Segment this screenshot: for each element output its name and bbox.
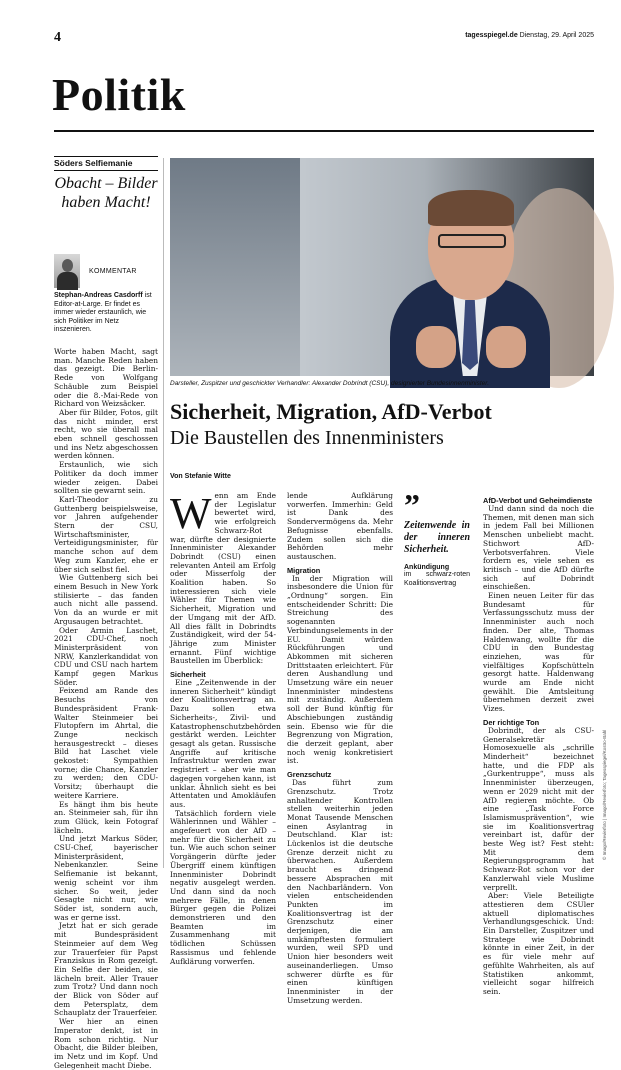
commentary-paragraph: Worte haben Macht, sagt man. Manche Reden haben das gezeigt. Die Berlin-Rede von Wolfgang Schäuble zum Beispiel oder die 8.-Mai-Rede von Richard von Weizsäcker. [54, 347, 158, 409]
drop-cap: W [170, 489, 212, 538]
commentary-label: KOMMENTAR [89, 268, 137, 275]
article-photo [170, 158, 594, 376]
commentary-paragraph: Jetzt hat er sich gerade mit Bundespräsident Steinmeier auf dem Weg zur Trauerfeier für Papst Franziskus in Rom gezeigt. Ein Selfie der beiden, sie lächeln breit. Aller Trauer zum Trotz? Und dann noch der Blick von Söder auf dem Petersplatz, dem Schauplatz der Trauerfeier. [54, 921, 158, 1018]
article-paragraph: Tatsächlich fordern viele Wählerinnen und Wähler – angefeuert von der AfD – mehr für die Sicherheit zu tun. Wie auch schon seiner Vorgängerin dürfte jeder Übergriff einem künftigen Innenminister Dobrindt negativ ausgelegt werden. Und dann sind da noch mehrere Fälle, in denen Bürger gegen die Polizei demonstrieren und den Beamten im Zusammenhang mit tödlichen Schüssen Rassismus und fehlende Aufklärung vorwerfen. [170, 808, 276, 966]
author-name: Stephan-Andreas Casdorff [54, 292, 143, 299]
commentary-paragraph: Es hängt ihm bis heute an. Steinmeier sah, für ihn zum Glück, kein Fotograf lächeln. [54, 799, 158, 835]
author-photo [54, 254, 80, 288]
article-byline: Von Stefanie Witte [170, 473, 231, 480]
commentary-paragraph: Aber für Bilder, Fotos, gilt das nicht minder, erst recht, wo sie überall mal eben schnell geschossen und ins Netz abgeschossen werden können. [54, 407, 158, 461]
commentary-body [54, 348, 158, 1070]
article-paragraph: lende Aufklärung vorwerfen. Immerhin: Geld ist Dank des Sondervermögens da. Mehr Befugnisse ebenfalls. Zudem sollen sich die Behörden mehr austauschen. [287, 491, 393, 561]
quote-mark-icon: ” [404, 487, 420, 523]
article-paragraph: Dobrindt, der als CSU-Generalsekretär Homosexuelle als „schrille Minderheit“ bezeichnet hatte, und die FDP als „Gurkentruppe“, muss als Innenminister überzeugen, wenn er 2029 nicht mit der AfD regieren möchte. Ob eine „Task Force Islamismusprävention“, wie sie im Koalitionsvertrag vereinbart ist, dafür der beste Weg ist? Fest steht: Mit dem Regierungsprogramm hat Schwarz-Rot schon vor der Kanzlerwahl viele Muslime verprellt. [483, 725, 594, 892]
article-column-4 [483, 492, 594, 997]
article-paragraph: Eine „Zeitenwende in der inneren Sicherheit“ kündigt der Koalitionsvertrag an. Dazu sollen etwa Sicherheits-, Zivil- und Katastrophenschutzbehörden gestärkt werden. Leichter gesagt als getan. Russische Angriffe auf kritische Infrastruktur werden zwar registriert – aber wie man dagegen vorgehen kann, ist unklar. Ähnlich sieht es bei Attentaten und Amokläufen aus. [170, 678, 281, 809]
commentary-paragraph: Feixend am Rande des Besuchs von Bundespräsident Frank-Walter Steinmeier bei Flutopfern im Ahrtal, die Zunge neckisch herausgestreckt – dieses Bild hat Laschet viele gekostet: Sympathien vorne; die Chance, Kanzler zu werden; den CDU-Vorsitz; überhaupt die weitere Karriere. [54, 686, 158, 800]
article-paragraph: Aber: Viele Beteiligte attestieren dem CSUler aktuell diplomatisches Verhandlungsgeschick. Und: Ein Darsteller, Zuspitzer und Stratege wie Dobrindt könnte in einer Zeit, in der es für viele mehr auf gefühlte Wahrheiten, als auf Statistiken ankommt, vielleicht sogar hilfreich sein. [483, 891, 594, 996]
column-divider [163, 158, 164, 868]
article-headline: Sicherheit, Migration, AfD-Verbot [170, 399, 492, 424]
pull-quote-label: Ankündigung [404, 564, 450, 571]
kicker-rule [54, 156, 158, 157]
commentary-paragraph: Wer hier an einen Imperator denkt, ist in Rom schon richtig. Nur Obacht, die Bilder bleiben, im Netz und im Kopf. Und Gelegenheit macht Diebe. [54, 1017, 158, 1070]
article-paragraph: In der Migration will insbesondere die Union für „Ordnung“ sorgen. Ein entscheidender Schritt: Die Streichung des sogenannten Verbindungselements in der EU. Damit würden Rückführungen und Abkommen mit sicheren Drittstaaten erleichtert. Für deren Aushandlung und Umsetzung wäre ein neuer Innenminister mindestens mit zuständig. Außerdem soll der Bund künftig für Abschiebungen zuständig sein. Ebenso wie für die Begrenzung von Migration, die derzeit geplant, aber noch wenig konkretisiert ist. [287, 573, 393, 766]
article-column-1 [170, 489, 281, 966]
article-subheading: Der richtige Ton [483, 717, 540, 727]
commentary-title: Obacht – Bilder haben Macht! [54, 175, 158, 211]
article-subheading: AfD-Verbot und Geheimdienste [483, 496, 593, 505]
photo-credit: © Imago/Revierfoto | Imago/Revierfoto; Tagesspiegel/Kostro-Bahl [602, 729, 607, 860]
publication-name: tagesspiegel.de [465, 32, 518, 39]
photo-caption: Darsteller, Zuspitzer und geschickter Verhandler: Alexander Dobrindt (CSU), designierter Bundesinnenminister. [170, 380, 490, 387]
commentary-paragraph: Oder Armin Laschet, 2021 CDU-Chef, noch Ministerpräsident von NRW, Kanzlerkandidat von CDU und CSU nach hartem Kampf gegen Markus Söder. [54, 625, 158, 687]
commentary-paragraph: Wie Guttenberg sich bei einem Besuch in New York stilisierte – das fanden auch nicht alle passend. Von da an wurde er mit Argusaugen betrachtet. [54, 573, 158, 626]
section-title: Politik [52, 69, 186, 120]
commentary-paragraph: Und jetzt Markus Söder, CSU-Chef, bayerischer Ministerpräsident, Nebenkanzler. Seine Selfiemanie ist bekannt, wenig scheint vor ihm sicher. So weit, jeder Gesagte nicht nur, wie Söder ist, sondern auch, was er gerne isst. [54, 834, 158, 922]
article-subhead: Die Baustellen des Innenministers [170, 427, 444, 449]
pull-quote-text: Zeitenwende in der inneren Sicherheit. [404, 520, 470, 555]
page-header [54, 32, 594, 46]
page-number: 4 [54, 30, 61, 45]
issue-date: Dienstag, 29. April 2025 [519, 32, 594, 39]
commentary-paragraph: Karl-Theodor zu Guttenberg beispielsweise, vor Jahren aufgehender Stern der CSU, Wirtschaftsminister, Verteidigungsminister, für manche schon auf dem Weg zum Kanzler, ehe er über sich selbst fiel. [54, 494, 158, 574]
article-subheading: Grenzschutz [287, 770, 332, 780]
article-paragraph: enn am Ende der Legislatur bewertet wird, wie erfolgreich Schwarz-Rot war, dürfte der designierte Innenminister Alexander Dobrindt (CSU) einen relevanten Anteil am Erfolg oder Misserfolg der Koalition haben. So interessieren sich viele Wähler für Themen wie Sicherheit, Migration und der Umgang mit der AfD. All dies fällt in Dobrindts Zuständigkeit, wird der 54-Jährige zum Minister ernannt. Fünf wichtige Baustellen im Überblick: [170, 491, 276, 666]
commentary-paragraph: Erstaunlich, wie sich Politiker da doch immer wieder zeigen. Dabei sollten sie gewarnt sein. [54, 460, 158, 496]
article-paragraph: Und dann sind da noch die Themen, mit denen man sich in jedem Fall bei Millionen Menschen unbeliebt macht. Stichwort AfD-Verbotsverfahren. Viele fordern es, viele sehen es kritisch – und die AfD dürfte sich auf Dobrindt einschießen. [483, 504, 594, 592]
article-column-2 [287, 492, 393, 1005]
masthead [465, 32, 594, 39]
pull-quote [404, 487, 470, 588]
article-paragraph: Einen neuen Leiter für das Bundesamt für Verfassungsschutz muss der Innenminister auch noch finden. Der alte, Thomas Haldenwang, wollte für die CDU in den Bundestag einziehen, was für vielfältiges Kopfschütteln gesorgt hatte. Haldenwang wurde am Ende nicht gewählt. Die Amtsleitung übernehmen derzeit zwei Vizes. [483, 591, 594, 714]
section-divider [54, 130, 594, 132]
article-paragraph: Das führt zum Grenzschutz. Trotz anhaltender Kontrollen stellen weiterhin jeden Monat Tausende Menschen einen Asylantrag in Deutschland. Klar ist: Lückenlos ist die deutsche Grenze derzeit nicht zu überwachen. Außerdem braucht es dringend bessere Absprachen mit den Nachbarländern. Von vielen entscheidenden Punkten im Koalitionsvertrag ist der Grenzschutz einer derjenigen, die am umkämpftesten formuliert wurden, weil SPD und Union hier besonders weit auseinanderliegen. Umso schwerer dürfte es für einen künftigen Innenminister in der Umsetzung werden. [287, 778, 393, 1005]
commentary-kicker: Söders Selfiemanie [54, 158, 158, 171]
article-subheading: Migration [287, 565, 321, 575]
article-subheading: Sicherheit [170, 670, 206, 680]
pull-quote-source: im schwarz-roten Koalitionsvertrag [404, 571, 470, 587]
author-bio-text: ist Editor-at-Large. Er findet es immer wieder erstaunlich, wie sich Politiker im Netz inszenieren. [54, 292, 152, 333]
author-bio [54, 292, 158, 335]
